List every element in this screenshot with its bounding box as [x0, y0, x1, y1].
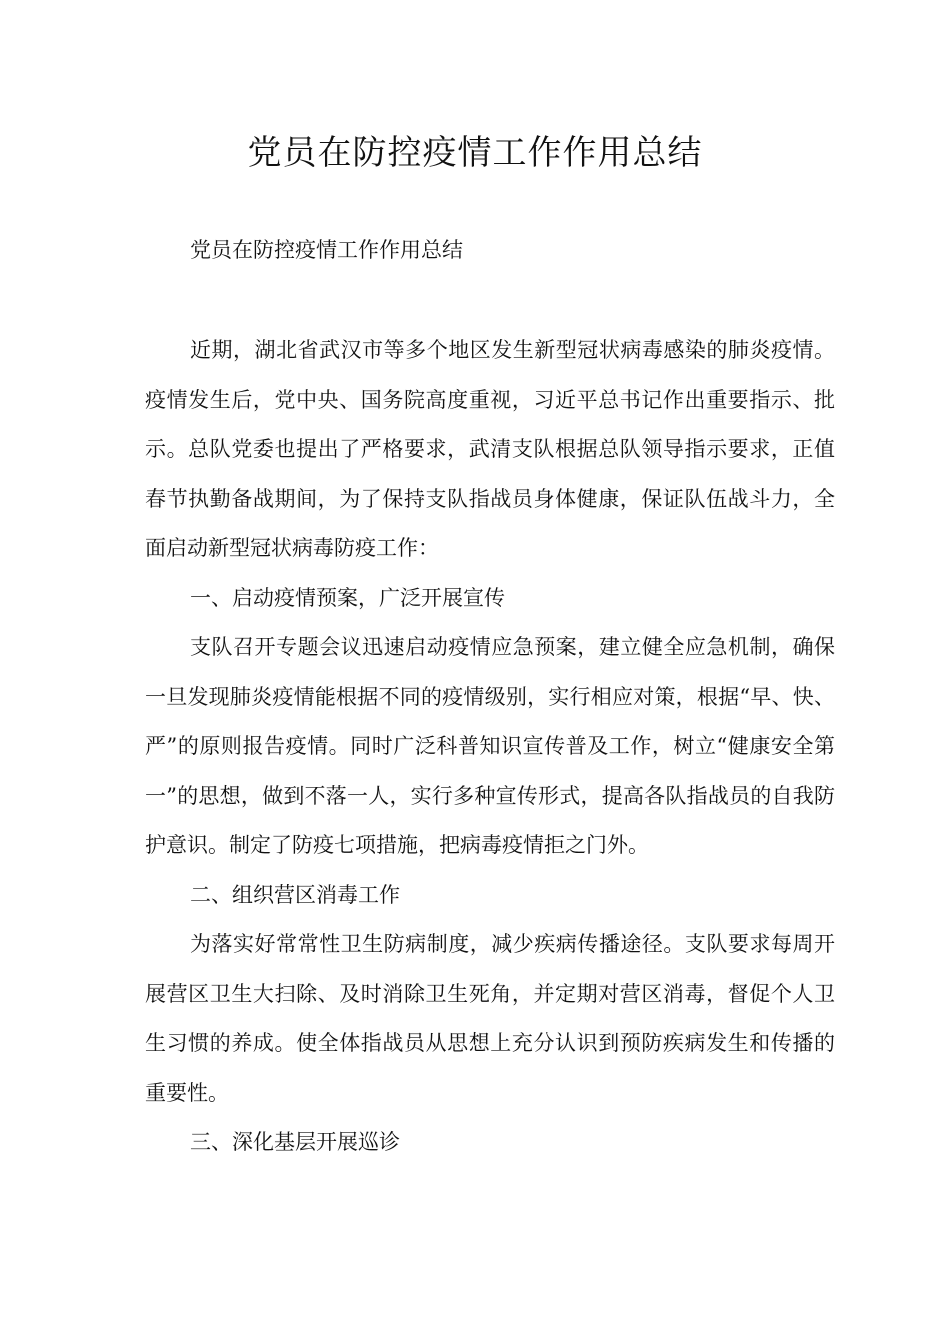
paragraph-intro: 近期，湖北省武汉市等多个地区发生新型冠状病毒感染的肺炎疫情。疫情发生后，党中央、国务院高度重视，习近平总书记作出重要指示、批示。总队党委也提出了严格要求，武清支队根据总队领导指示要求，正值春节执勤备战期间，为了保持支队指战员身体健康，保证队伍战斗力，全面启动新型冠状病毒防疫工作： [145, 338, 835, 560]
section-heading-2: 二、组织营区消毒工作 [190, 882, 400, 907]
paragraph-section-2: 为落实好常常性卫生防病制度，减少疾病传播途径。支队要求每周开展营区卫生大扫除、及时消除卫生死角，并定期对营区消毒，督促个人卫生习惯的养成。使全体指战员从思想上充分认识到预防疾病发生和传播的重要性。 [145, 932, 835, 1105]
section-heading-1: 一、启动疫情预案，广泛开展宣传 [190, 585, 505, 610]
section-heading-3: 三、深化基层开展巡诊 [190, 1130, 400, 1154]
subtitle-text: 党员在防控疫情工作作用总结 [190, 238, 463, 262]
document-body [145, 326, 835, 1168]
paragraph-section-1: 支队召开专题会议迅速启动疫情应急预案，建立健全应急机制，确保一旦发现肺炎疫情能根据不同的疫情级别，实行相应对策，根据“早、快、严”的原则报告疫情。同时广泛科普知识宣传普及工作，树立“健康安全第一”的思想，做到不落一人，实行多种宣传形式，提高各队指战员的自我防护意识。制定了防疫七项措施，把病毒疫情拒之门外。 [145, 635, 835, 857]
document-title: 党员在防控疫情工作作用总结 [247, 133, 703, 173]
document-subtitle [145, 226, 835, 276]
